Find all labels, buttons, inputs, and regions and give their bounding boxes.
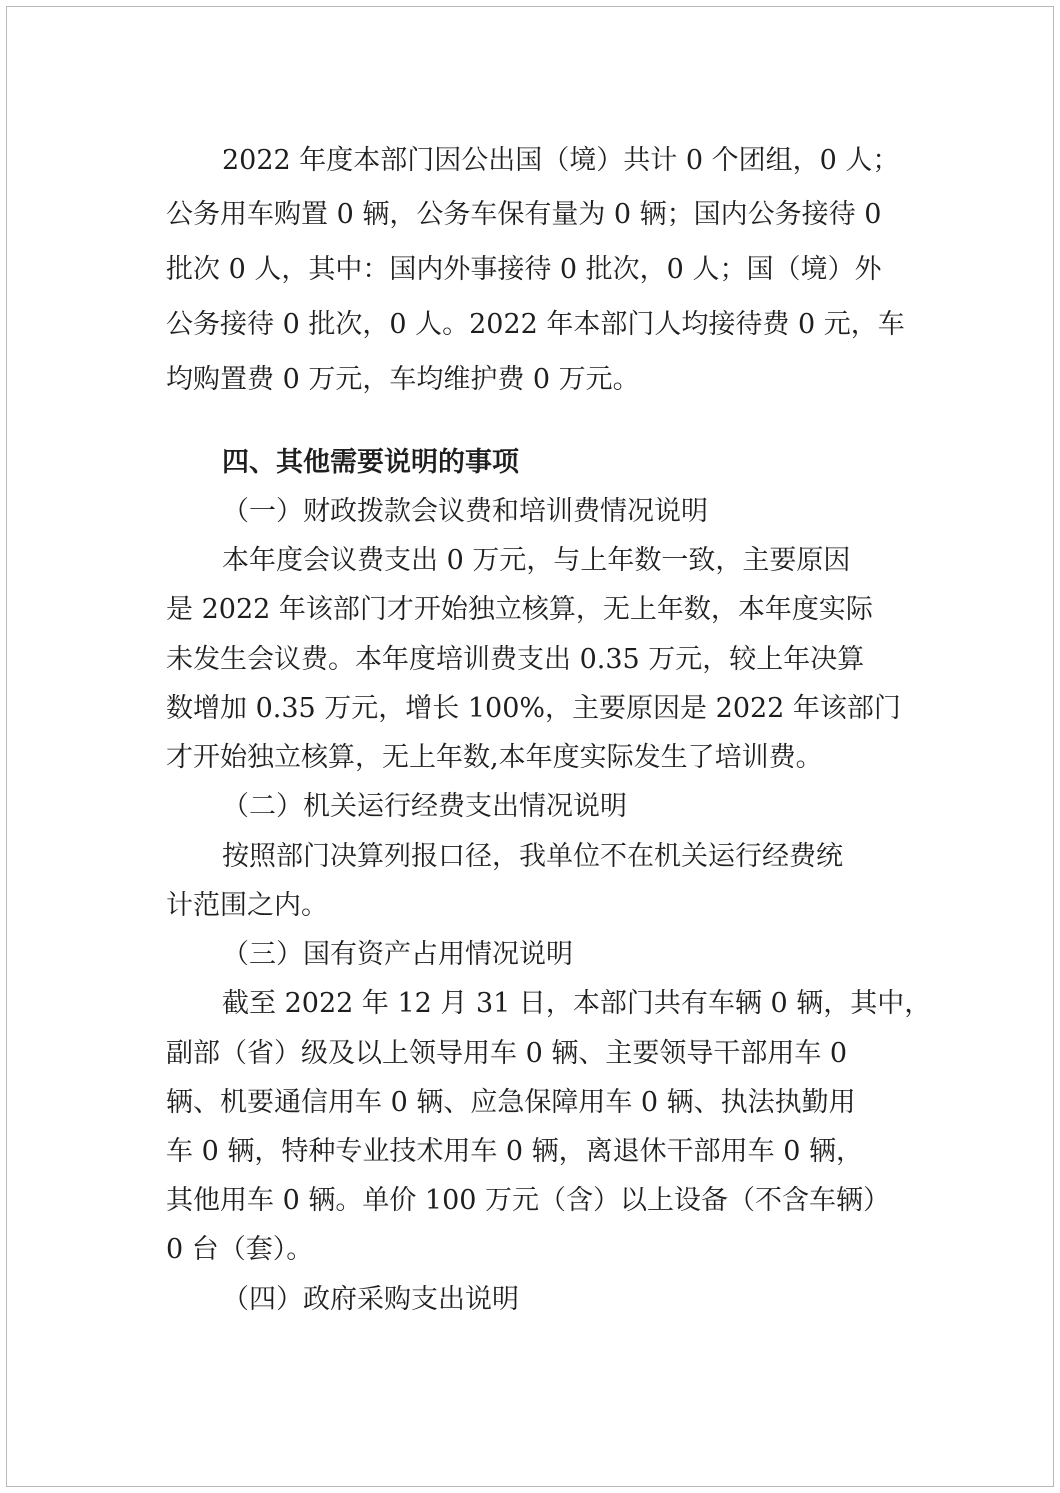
text-line: 0 台（套）。 [166, 1234, 314, 1265]
text-line: 均购置费 0 万元，车均维护费 0 万元。 [166, 364, 640, 395]
text-line: 公务接待 0 批次，0 人。2022 年本部门人均接待费 0 元，车 [166, 309, 905, 340]
text-line: 计范围之内。 [166, 890, 328, 921]
text-line: 截至 2022 年 12 月 31 日，本部门共有车辆 0 辆，其中， [222, 988, 932, 1019]
text-line: 2022 年度本部门因公出国（境）共计 0 个团组，0 人； [222, 145, 900, 176]
text-line: 车 0 辆，特种专业技术用车 0 辆，离退休干部用车 0 辆， [166, 1136, 864, 1167]
subsection-heading: （三）国有资产占用情况说明 [222, 939, 573, 970]
subsection-heading: （四）政府采购支出说明 [222, 1284, 519, 1315]
text-line: 才开始独立核算，无上年数,本年度实际发生了培训费。 [166, 742, 823, 773]
section-heading: 四、其他需要说明的事项 [222, 447, 519, 478]
text-line: 辆、机要通信用车 0 辆、应急保障用车 0 辆、执法执勤用 [166, 1087, 856, 1118]
text-line: 公务用车购置 0 辆，公务车保有量为 0 辆；国内公务接待 0 [166, 199, 882, 230]
text-line: 数增加 0.35 万元，增长 100%，主要原因是 2022 年该部门 [166, 693, 901, 724]
text-line: 其他用车 0 辆。单价 100 万元（含）以上设备（不含车辆） [166, 1185, 891, 1216]
subsection-heading: （一）财政拨款会议费和培训费情况说明 [222, 496, 708, 527]
text-line: 副部（省）级及以上领导用车 0 辆、主要领导干部用车 0 [166, 1038, 848, 1069]
text-line: 是 2022 年该部门才开始独立核算，无上年数，本年度实际 [166, 594, 873, 625]
text-line: 按照部门决算列报口径，我单位不在机关运行经费统 [222, 841, 843, 872]
subsection-heading: （二）机关运行经费支出情况说明 [222, 791, 627, 822]
text-line: 批次 0 人，其中：国内外事接待 0 批次，0 人；国（境）外 [166, 254, 882, 285]
text-line: 本年度会议费支出 0 万元，与上年数一致，主要原因 [222, 545, 851, 576]
text-line: 未发生会议费。本年度培训费支出 0.35 万元，较上年决算 [166, 644, 865, 675]
